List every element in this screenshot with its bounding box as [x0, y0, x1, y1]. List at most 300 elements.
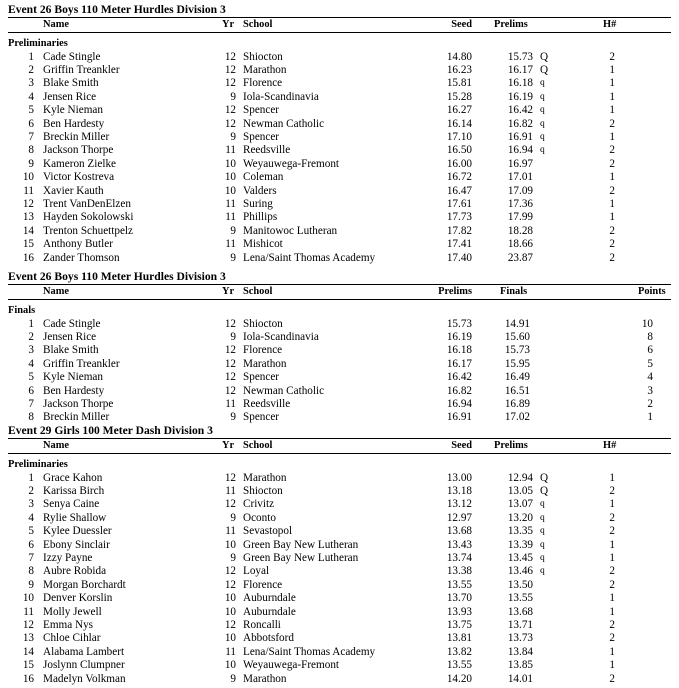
school: Weyauwega-Fremont [243, 659, 340, 672]
place: 2 [28, 331, 34, 343]
place: 15 [22, 238, 34, 251]
qualifier-flag: q [540, 105, 545, 116]
school: Suring [243, 198, 273, 210]
column-header-col2: Prelims [494, 19, 528, 30]
place: 6 [28, 384, 34, 397]
place: 6 [28, 538, 34, 551]
athlete-name: Trent VanDenElzen [43, 198, 131, 210]
year: 10 [224, 592, 236, 605]
mark-col1: 16.50 [446, 144, 472, 157]
year: 11 [225, 398, 236, 410]
divider-rule [8, 17, 671, 18]
mark-col2: 12.94 [507, 471, 533, 484]
athlete-name: Denver Korslin [43, 592, 113, 605]
place: 7 [28, 131, 34, 143]
place: 10 [22, 171, 34, 184]
year: 12 [224, 565, 236, 578]
mark-col2: 13.50 [507, 578, 533, 591]
school: Spencer [243, 104, 280, 117]
heat-number: 1 [609, 538, 615, 551]
mark-col2: 13.07 [507, 498, 533, 511]
school: Shiocton [243, 485, 283, 497]
phase-label: Preliminaries [8, 38, 68, 49]
school: Shiocton [243, 50, 283, 63]
athlete-name: Blake Smith [43, 344, 99, 357]
athlete-name: Zander Thomson [43, 251, 120, 264]
school: Green Bay New Lutheran [243, 552, 359, 564]
school: Marathon [243, 357, 287, 370]
mark-col2: 14.91 [504, 317, 530, 330]
athlete-name: Joslynn Clumpner [43, 659, 125, 672]
place: 13 [22, 632, 34, 645]
heat-number: 2 [609, 224, 615, 237]
heat-number: 2 [609, 50, 615, 63]
year: 12 [224, 344, 236, 357]
year: 12 [224, 117, 236, 130]
mark-col1: 16.91 [446, 411, 472, 424]
year: 12 [224, 471, 236, 484]
school: Florence [243, 77, 283, 90]
year: 9 [230, 511, 236, 524]
year: 11 [225, 238, 236, 251]
school: Crivitz [243, 498, 275, 511]
heat-number: 1 [609, 471, 615, 484]
place: 12 [22, 619, 34, 631]
place: 2 [28, 64, 34, 76]
mark-col1: 15.28 [446, 90, 472, 103]
heat-number: 2 [609, 511, 615, 524]
school: Florence [243, 578, 283, 591]
place: 7 [28, 552, 34, 564]
athlete-name: Morgan Borchardt [43, 578, 126, 591]
mark-col2: 15.73 [507, 50, 533, 63]
mark-col2: 17.02 [504, 411, 530, 424]
school: Mishicot [243, 238, 283, 251]
year: 12 [224, 371, 236, 384]
place: 14 [22, 224, 34, 237]
qualifier-flag: q [540, 132, 545, 142]
mark-col1: 13.81 [446, 632, 472, 645]
mark-col2: 16.18 [507, 77, 533, 90]
athlete-name: Kyle Nieman [43, 104, 103, 117]
qualifier-flag: q [540, 539, 545, 550]
school: Reedsville [243, 144, 291, 157]
athlete-name: Karissa Birch [43, 485, 105, 497]
mark-col1: 17.10 [446, 131, 472, 143]
place: 16 [22, 251, 34, 264]
place: 7 [28, 398, 34, 410]
year: 12 [224, 357, 236, 370]
athlete-name: Molly Jewell [43, 605, 102, 618]
mark-col2: 13.39 [507, 538, 533, 551]
athlete-name: Senya Caine [43, 498, 100, 511]
mark-col2: 13.68 [507, 605, 533, 618]
year: 9 [230, 672, 236, 685]
mark-col1: 16.82 [446, 384, 472, 397]
heat-number: 2 [609, 238, 615, 251]
year: 12 [224, 384, 236, 397]
points: 5 [647, 357, 653, 370]
place: 3 [28, 498, 34, 511]
qualifier-flag: Q [540, 50, 549, 63]
mark-col2: 15.60 [504, 331, 530, 343]
mark-col2: 16.17 [507, 64, 533, 76]
athlete-name: Cade Stingle [43, 50, 101, 63]
athlete-name: Rylie Shallow [43, 511, 107, 524]
mark-col1: 16.94 [446, 398, 472, 410]
heat-number: 2 [609, 117, 615, 130]
athlete-name: Cade Stingle [43, 317, 101, 330]
year: 11 [225, 198, 236, 210]
divider-rule [8, 453, 671, 454]
qualifier-flag: Q [540, 64, 549, 76]
heat-number: 1 [609, 64, 615, 76]
heat-number: 1 [609, 592, 615, 605]
year: 12 [224, 578, 236, 591]
year: 10 [224, 184, 236, 197]
divider-rule [8, 284, 671, 285]
column-header-col3: H# [603, 19, 617, 30]
school: Coleman [243, 171, 284, 184]
qualifier-flag: q [540, 553, 545, 563]
heat-number: 2 [609, 565, 615, 578]
qualifier-flag: Q [540, 485, 549, 497]
athlete-name: Aubre Robida [43, 565, 107, 578]
year: 10 [224, 171, 236, 184]
place: 13 [22, 211, 34, 224]
athlete-name: Trenton Schuettpelz [43, 224, 134, 237]
place: 11 [23, 605, 34, 618]
mark-col2: 17.99 [507, 211, 533, 224]
mark-col2: 16.19 [507, 90, 533, 103]
athlete-name: Jackson Thorpe [43, 144, 114, 157]
mark-col2: 13.46 [507, 565, 533, 578]
event-title: Event 29 Girls 100 Meter Dash Division 3 [8, 424, 213, 437]
heat-number: 2 [609, 619, 615, 631]
mark-col1: 13.55 [446, 659, 472, 672]
athlete-name: Griffin Treankler [43, 357, 120, 370]
mark-col1: 13.55 [446, 578, 472, 591]
mark-col1: 16.23 [446, 64, 472, 76]
mark-col2: 17.36 [507, 198, 533, 210]
place: 5 [28, 525, 34, 538]
event-title: Event 26 Boys 110 Meter Hurdles Division 3 [8, 270, 226, 283]
heat-number: 1 [609, 198, 615, 210]
year: 11 [225, 144, 236, 157]
phase-label: Preliminaries [8, 459, 68, 470]
mark-col2: 13.45 [507, 552, 533, 564]
athlete-name: Hayden Sokolowski [43, 211, 134, 224]
column-header-name: Name [43, 440, 69, 451]
mark-col2: 15.95 [504, 357, 530, 370]
school: Newman Catholic [243, 384, 325, 397]
athlete-name: Jensen Rice [43, 90, 97, 103]
column-header-name: Name [43, 19, 69, 30]
year: 12 [224, 77, 236, 90]
mark-col1: 14.20 [446, 672, 472, 685]
mark-col2: 13.71 [507, 619, 533, 631]
column-header-col2: Prelims [494, 440, 528, 451]
place: 9 [28, 157, 34, 170]
school: Marathon [243, 471, 287, 484]
school: Iola-Scandinavia [243, 90, 319, 103]
mark-col2: 16.49 [504, 371, 530, 384]
school: Shiocton [243, 317, 283, 330]
mark-col2: 18.28 [507, 224, 533, 237]
divider-rule [8, 438, 671, 439]
year: 11 [225, 211, 236, 224]
mark-col2: 13.35 [507, 525, 533, 538]
mark-col2: 23.87 [507, 251, 533, 264]
mark-col1: 13.93 [446, 605, 472, 618]
year: 12 [224, 317, 236, 330]
mark-col2: 13.85 [507, 659, 533, 672]
mark-col1: 13.00 [446, 471, 472, 484]
points: 2 [647, 398, 653, 410]
column-header-col1: Prelims [438, 286, 472, 297]
place: 9 [28, 578, 34, 591]
heat-number: 1 [609, 659, 615, 672]
year: 9 [230, 224, 236, 237]
column-header-yr: Yr [222, 440, 235, 451]
mark-col2: 17.09 [507, 184, 533, 197]
heat-number: 1 [609, 131, 615, 143]
place: 4 [28, 357, 34, 370]
mark-col2: 16.97 [507, 157, 533, 170]
year: 9 [230, 131, 236, 143]
mark-col2: 13.84 [507, 645, 533, 658]
mark-col1: 17.41 [446, 238, 472, 251]
mark-col1: 16.18 [446, 344, 472, 357]
school: Loyal [243, 565, 270, 578]
mark-col1: 13.18 [446, 485, 472, 497]
mark-col2: 15.73 [504, 344, 530, 357]
athlete-name: Ebony Sinclair [43, 538, 110, 551]
school: Auburndale [243, 605, 296, 618]
mark-col2: 16.89 [504, 398, 530, 410]
place: 8 [28, 565, 34, 578]
place: 1 [28, 50, 34, 63]
qualifier-flag: q [540, 118, 545, 129]
place: 1 [28, 471, 34, 484]
heat-number: 2 [609, 485, 615, 497]
year: 11 [225, 485, 236, 497]
mark-col2: 17.01 [507, 171, 533, 184]
year: 10 [224, 605, 236, 618]
place: 6 [28, 117, 34, 130]
place: 3 [28, 77, 34, 90]
heat-number: 2 [609, 632, 615, 645]
mark-col2: 16.91 [507, 131, 533, 143]
column-header-school: School [243, 286, 273, 297]
place: 15 [22, 659, 34, 672]
place: 4 [28, 511, 34, 524]
place: 10 [22, 592, 34, 605]
heat-number: 2 [609, 578, 615, 591]
points: 3 [647, 384, 653, 397]
school: Lena/Saint Thomas Academy [243, 251, 376, 264]
school: Spencer [243, 371, 280, 384]
column-header-yr: Yr [222, 286, 235, 297]
mark-col1: 13.43 [446, 538, 472, 551]
mark-col1: 16.27 [446, 104, 472, 117]
points: 10 [641, 317, 653, 330]
place: 8 [28, 411, 34, 424]
athlete-name: Emma Nys [43, 619, 94, 631]
mark-col1: 16.72 [446, 171, 472, 184]
qualifier-flag: q [540, 512, 545, 523]
place: 1 [28, 317, 34, 330]
year: 12 [224, 64, 236, 76]
athlete-name: Grace Kahon [43, 471, 103, 484]
column-header-col3: Points [638, 286, 666, 297]
athlete-name: Griffin Treankler [43, 64, 120, 76]
column-header-yr: Yr [222, 19, 235, 30]
place: 16 [22, 672, 34, 685]
mark-col1: 13.82 [446, 645, 472, 658]
column-header-col2: Finals [500, 286, 528, 297]
points: 1 [647, 411, 653, 424]
divider-rule [8, 32, 671, 33]
school: Phillips [243, 211, 278, 224]
athlete-name: Kameron Zielke [43, 157, 116, 170]
heat-number: 1 [609, 90, 615, 103]
school: Abbotsford [243, 632, 294, 645]
year: 12 [224, 50, 236, 63]
athlete-name: Alabama Lambert [43, 645, 125, 658]
place: 8 [28, 144, 34, 157]
mark-col2: 14.01 [507, 672, 533, 685]
year: 10 [224, 538, 236, 551]
athlete-name: Jackson Thorpe [43, 398, 114, 410]
heat-number: 2 [609, 251, 615, 264]
mark-col1: 13.12 [446, 498, 472, 511]
athlete-name: Ben Hardesty [43, 384, 105, 397]
school: Oconto [243, 511, 276, 524]
points: 8 [647, 331, 653, 343]
mark-col2: 16.82 [507, 117, 533, 130]
school: Reedsville [243, 398, 291, 410]
athlete-name: Chloe Cihlar [43, 632, 101, 645]
school: Spencer [243, 411, 280, 424]
school: Auburndale [243, 592, 296, 605]
heat-number: 1 [609, 645, 615, 658]
qualifier-flag: q [540, 526, 545, 537]
athlete-name: Breckin Miller [43, 411, 110, 424]
school: Roncalli [243, 619, 281, 631]
place: 4 [28, 90, 34, 103]
heat-number: 1 [609, 104, 615, 117]
mark-col1: 16.17 [446, 357, 472, 370]
heat-number: 2 [609, 672, 615, 685]
year: 9 [230, 251, 236, 264]
column-header-col1: Seed [451, 19, 472, 30]
athlete-name: Blake Smith [43, 77, 99, 90]
mark-col1: 12.97 [446, 511, 472, 524]
athlete-name: Anthony Butler [43, 238, 113, 251]
athlete-name: Ben Hardesty [43, 117, 105, 130]
year: 12 [224, 498, 236, 511]
mark-col1: 13.74 [446, 552, 472, 564]
place: 14 [22, 645, 34, 658]
school: Lena/Saint Thomas Academy [243, 645, 376, 658]
divider-rule [8, 299, 671, 300]
phase-label: Finals [8, 305, 36, 316]
qualifier-flag: q [540, 91, 545, 102]
mark-col1: 13.75 [446, 619, 472, 631]
mark-col1: 16.00 [446, 157, 472, 170]
athlete-name: Xavier Kauth [43, 184, 104, 197]
place: 5 [28, 104, 34, 117]
mark-col2: 16.51 [504, 384, 530, 397]
mark-col1: 13.70 [446, 592, 472, 605]
school: Marathon [243, 672, 287, 685]
mark-col2: 13.20 [507, 511, 533, 524]
column-header-school: School [243, 440, 273, 451]
mark-col1: 17.40 [446, 251, 472, 264]
heat-number: 2 [609, 525, 615, 538]
heat-number: 2 [609, 157, 615, 170]
qualifier-flag: Q [540, 471, 549, 484]
year: 9 [230, 552, 236, 564]
year: 10 [224, 659, 236, 672]
event-title: Event 26 Boys 110 Meter Hurdles Division 3 [8, 3, 226, 16]
school: Florence [243, 344, 283, 357]
school: Marathon [243, 64, 287, 76]
heat-number: 1 [609, 605, 615, 618]
mark-col2: 16.42 [507, 104, 533, 117]
mark-col1: 17.61 [446, 198, 472, 210]
heat-number: 2 [609, 144, 615, 157]
athlete-name: Breckin Miller [43, 131, 110, 143]
mark-col1: 15.73 [446, 317, 472, 330]
qualifier-flag: q [540, 499, 545, 510]
school: Sevastopol [243, 525, 293, 538]
mark-col2: 13.73 [507, 632, 533, 645]
athlete-name: Izzy Payne [43, 552, 93, 564]
heat-number: 1 [609, 77, 615, 90]
place: 12 [22, 198, 34, 210]
mark-col1: 16.47 [446, 184, 472, 197]
year: 10 [224, 157, 236, 170]
year: 11 [225, 645, 236, 658]
school: Manitowoc Lutheran [243, 224, 338, 237]
mark-col1: 16.19 [446, 331, 472, 343]
year: 12 [224, 619, 236, 631]
athlete-name: Jensen Rice [43, 331, 97, 343]
heat-number: 1 [609, 498, 615, 511]
school: Valders [243, 184, 277, 197]
qualifier-flag: q [540, 78, 545, 89]
mark-col1: 15.81 [446, 77, 472, 90]
column-header-col1: Seed [451, 440, 472, 451]
school: Iola-Scandinavia [243, 331, 319, 343]
mark-col2: 13.05 [507, 485, 533, 497]
mark-col2: 18.66 [507, 238, 533, 251]
mark-col2: 13.55 [507, 592, 533, 605]
mark-col2: 16.94 [507, 144, 533, 157]
heat-number: 1 [609, 211, 615, 224]
school: Newman Catholic [243, 117, 325, 130]
year: 10 [224, 632, 236, 645]
mark-col1: 16.42 [446, 371, 472, 384]
mark-col1: 17.82 [446, 224, 472, 237]
mark-col1: 16.14 [446, 117, 472, 130]
year: 9 [230, 411, 236, 424]
school: Spencer [243, 131, 280, 143]
school: Weyauwega-Fremont [243, 157, 340, 170]
athlete-name: Kylee Duessler [43, 525, 112, 538]
